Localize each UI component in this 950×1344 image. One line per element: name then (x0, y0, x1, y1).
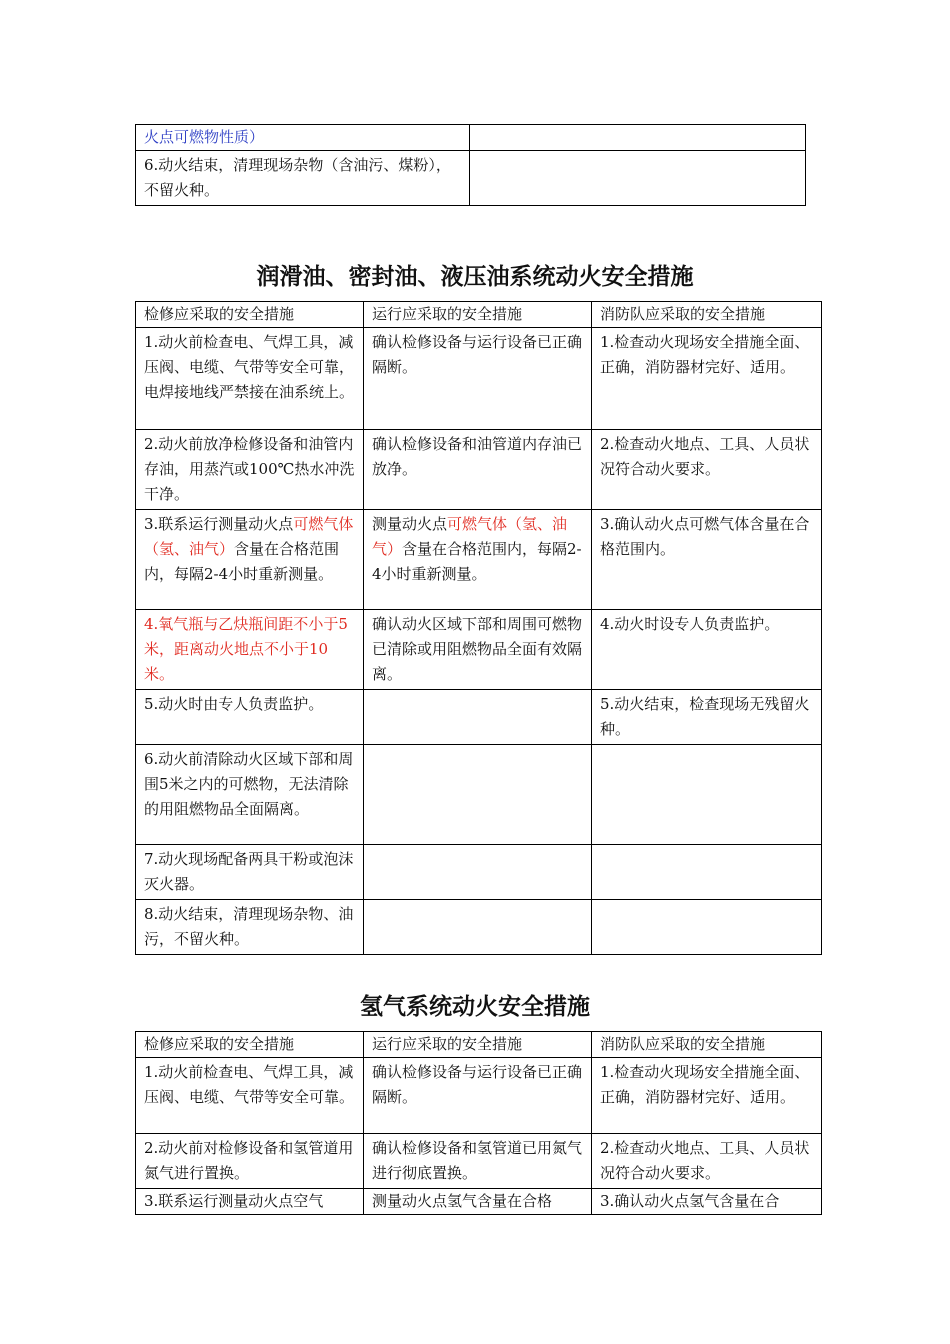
table-row (136, 690, 822, 745)
table-cell (364, 510, 592, 610)
table-cell: 5.动火结束，检查现场无残留火种。 (592, 690, 822, 745)
table-cell: 2.检查动火地点、工具、人员状况符合动火要求。 (592, 430, 822, 510)
cell-text: 含量在合格范围内，每隔2-4小时重新测量。 (144, 540, 340, 583)
table-cell: 7.动火现场配备两具干粉或泡沫灭火器。 (136, 845, 364, 900)
table-row (136, 900, 822, 955)
table-row (136, 1134, 822, 1189)
section-title-oil-system: 润滑油、密封油、液压油系统动火安全措施 (256, 264, 694, 290)
table-cell: 2.动火前对检修设备和氢管道用氮气进行置换。 (136, 1134, 364, 1189)
table-cell: 确认检修设备和油管道内存油已放净。 (364, 430, 592, 510)
cell-text: 3.联系运行测量动火点 (144, 515, 294, 533)
table-cell (470, 151, 806, 206)
table-cell: 6.动火结束，清理现场杂物（含油污、煤粉），不留火种。 (136, 151, 470, 206)
table-cell (364, 900, 592, 955)
table-cell: 1.检查动火现场安全措施全面、正确，消防器材完好、适用。 (592, 328, 822, 430)
table-row (136, 151, 806, 206)
table-row (136, 745, 822, 845)
highlight-text: 可燃气体（氢、油气） (144, 515, 354, 558)
table-row (136, 430, 822, 510)
table-cell: 4.动火时设专人负责监护。 (592, 610, 822, 690)
hydrogen-system-measures-table (135, 1031, 822, 1215)
table-cell (470, 125, 806, 151)
table-cell: 2.动火前放净检修设备和油管内存油，用蒸汽或100℃热水冲洗干净。 (136, 430, 364, 510)
table-cell (364, 845, 592, 900)
table-row (136, 125, 806, 151)
table-cell: 3.确认动火点氢气含量在合 (592, 1189, 822, 1215)
table-row (136, 328, 822, 430)
header-maintenance: 检修应采取的安全措施 (136, 302, 364, 328)
table-row (136, 1058, 822, 1134)
table-cell: 5.动火时由专人负责监护。 (136, 690, 364, 745)
table-cell: 确认检修设备与运行设备已正确隔断。 (364, 328, 592, 430)
highlight-text: 可燃气体（氢、油气） (372, 515, 568, 558)
table-cell (364, 690, 592, 745)
section-title-hydrogen-system: 氢气系统动火安全措施 (360, 994, 590, 1020)
table-cell (592, 900, 822, 955)
header-operation: 运行应采取的安全措施 (364, 302, 592, 328)
table-cell: 火点可燃物性质） (136, 125, 470, 151)
table-cell: 测量动火点氢气含量在合格 (364, 1189, 592, 1215)
table-cell: 3.联系运行测量动火点空气 (136, 1189, 364, 1215)
table-cell: 确认检修设备与运行设备已正确隔断。 (364, 1058, 592, 1134)
oil-system-measures-table (135, 301, 822, 955)
table-row (136, 845, 822, 900)
header-maintenance: 检修应采取的安全措施 (136, 1032, 364, 1058)
top-continuation-table (135, 124, 806, 206)
table-cell: 6.动火前清除动火区域下部和周围5米之内的可燃物，无法清除的用阻燃物品全面隔离。 (136, 745, 364, 845)
table-cell (136, 510, 364, 610)
table-cell: 1.检查动火现场安全措施全面、正确，消防器材完好、适用。 (592, 1058, 822, 1134)
table-header-row (136, 1032, 822, 1058)
table-row (136, 610, 822, 690)
cell-text: 含量在合格范围内，每隔2-4小时重新测量。 (372, 540, 582, 583)
table-cell: 8.动火结束，清理现场杂物、油污，不留火种。 (136, 900, 364, 955)
table-cell (364, 745, 592, 845)
table-cell: 确认检修设备和氢管道已用氮气进行彻底置换。 (364, 1134, 592, 1189)
table-cell: 4.氧气瓶与乙炔瓶间距不小于5米，距离动火地点不小于10米。 (136, 610, 364, 690)
table-cell: 1.动火前检查电、气焊工具，减压阀、电缆、气带等安全可靠，电焊接地线严禁接在油系统上。 (136, 328, 364, 430)
header-operation: 运行应采取的安全措施 (364, 1032, 592, 1058)
table-cell (592, 745, 822, 845)
table-cell: 1.动火前检查电、气焊工具，减压阀、电缆、气带等安全可靠。 (136, 1058, 364, 1134)
table-cell (592, 845, 822, 900)
table-row (136, 1189, 822, 1215)
header-fire-brigade: 消防队应采取的安全措施 (592, 1032, 822, 1058)
cell-text: 测量动火点 (372, 515, 448, 533)
table-header-row (136, 302, 822, 328)
header-fire-brigade: 消防队应采取的安全措施 (592, 302, 822, 328)
table-row (136, 510, 822, 610)
table-cell: 确认动火区域下部和周围可燃物已清除或用阻燃物品全面有效隔离。 (364, 610, 592, 690)
table-cell: 2.检查动火地点、工具、人员状况符合动火要求。 (592, 1134, 822, 1189)
table-cell: 3.确认动火点可燃气体含量在合格范围内。 (592, 510, 822, 610)
